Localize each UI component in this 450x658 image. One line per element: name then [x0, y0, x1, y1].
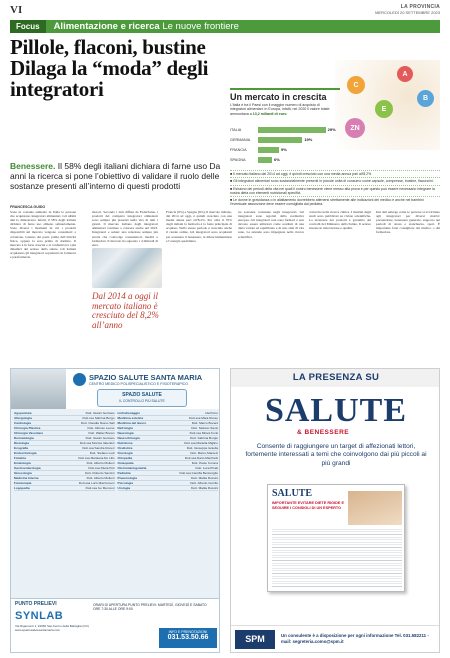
ad-banner: [97, 389, 187, 407]
specialty-doctor: Dott. Gianni Gertosio: [85, 436, 115, 440]
specialty-name: Chirurgia Plastica: [14, 426, 41, 430]
specialty-doctor: Dott. Alberto Molteni: [86, 461, 115, 465]
ad-contact[interactable]: Un consulente è a disposizione per ogni informazione Tel. 031.582211 - mail: segreteria.como@spm.it: [281, 633, 429, 644]
vitamin-pill-icon: E: [375, 100, 393, 118]
magazine-cover: [267, 484, 405, 592]
pull-quote-photo: [92, 248, 162, 288]
magazine-title: SALUTE: [272, 488, 313, 499]
specialty-doctor: Dott. Luca Pisati: [195, 466, 218, 470]
bar-value-label: 29%: [327, 127, 336, 132]
ad-brand-sub: CENTRO MEDICO POLISPECIALISTICO E FISIOTERAPICO: [89, 382, 189, 386]
specialty-name: Logopedia: [14, 486, 30, 490]
infographic-notes: [230, 170, 440, 208]
specialty-name: Ecografia: [14, 446, 29, 450]
specialty-name: Oculistica: [117, 446, 133, 450]
specialty-doctor: Dott.ssa Monica Valentini: [79, 441, 115, 445]
pills-illustration: [335, 60, 440, 150]
infographic-intro-text: L’Italia è tra il Paesi con il maggior numero di acquisto di integratori alimentari: in Europa, infatti, nel 2020 il valore totale ammontava a: [230, 103, 330, 116]
magazine-text-lines: [272, 529, 402, 589]
article-column-4: tre sostanze contenute negli integratori. Gli integratori sono regolati dalla normativa europea. Gli integratori non sono farmaci e non devono essere utilizzati come sostituti di una dieta variata ed equilibrata e di uno stile di vita sano. Le aziende sono impegnate nella ricerca scientifica.: [238, 210, 304, 239]
bar-label: FRANCIA: [230, 148, 247, 152]
specialties-table: [11, 411, 220, 491]
specialty-name: Pneumologia: [117, 476, 137, 480]
infographic-intro: [230, 103, 335, 116]
specialty-row: [14, 486, 115, 491]
specialty-doctor: Dott. Mattia Rossini: [191, 476, 218, 480]
section-bar: [10, 20, 440, 33]
specialty-name: Urologia: [117, 486, 131, 490]
specialty-doctor: Dott.ssa Camilla Bentivoglio: [179, 471, 218, 475]
ad-footer: [231, 625, 440, 652]
specialty-doctor: Dott.ssa Dario Marchetti: [184, 456, 218, 460]
specialty-doctor: Dott. Alfredo Cerrillo: [190, 481, 218, 485]
article-column-3: Francia (9%) e Spagna (6%). Il mercato italiano, dal 2014 ad oggi, è quindi cresciuto con una media annua pari all’8,2%. Per oltre il 70% degli italiani la farmacia è la fonte principale di acquisto. Nello stesso periodo è cresciuto anche il canale online. Gli integratori sono acquistati per sostenere il benessere, le difese immunitarie e l’energia quotidiana.: [166, 210, 232, 243]
infographic-note: ■ Il mercato italiano dal 2014 ad oggi, è quindi cresciuto con una media annua pari all’8,2%: [230, 170, 440, 177]
specialty-name: Ortopedia: [117, 456, 133, 460]
specialty-doctor: Dott. Stefano Lodi: [89, 451, 115, 455]
specialty-doctor: Dott. Stefano Sansi: [191, 426, 218, 430]
article-body: [10, 205, 440, 330]
specialty-name: Otorinolaringoiatria: [117, 466, 147, 470]
specialty-doctor: Dott. Sabrina Borgio: [190, 436, 218, 440]
article-subhead-text: Il 58% degli italiani dichiara di farne uso Da anni la ricerca si pone l’obiettivo di validare il ruolo delle sostanze presenti all’interno di questi prodotti: [10, 161, 221, 191]
section-subtitle: Le nuove frontiere: [162, 21, 239, 32]
specialty-doctor: Dott. Alfonso Leone: [87, 426, 115, 430]
ad-banner-title: SPAZIO SALUTE: [122, 392, 162, 398]
specialty-name: Dermatologia: [14, 436, 34, 440]
masthead-title: LA PROVINCIA: [400, 4, 440, 10]
specialty-name: Linfodrenaggio: [117, 411, 141, 415]
market-share-chart: [230, 125, 340, 165]
bar-track: [258, 157, 340, 163]
bar-label: ITALIA: [230, 128, 242, 132]
specialty-name: Neurochirurgia: [117, 436, 140, 440]
specialty-doctor: Dott. Roberto Sancini: [85, 471, 115, 475]
bar-label: GERMANIA: [230, 138, 251, 142]
specialty-name: Pediatria: [117, 471, 131, 475]
ad-salute-logo: SALUTE: [264, 392, 408, 429]
section-tag: Focus: [10, 20, 46, 33]
specialty-name: Fisioterapia: [14, 481, 32, 485]
ad-banner-sub: IL CONTROLLO PIÙ SALUTE: [119, 399, 165, 403]
bar-row: [230, 155, 340, 165]
vitamin-pill-icon: B: [417, 90, 434, 107]
bar: [258, 137, 302, 143]
booking-box[interactable]: [159, 628, 217, 648]
specialty-doctor: Dott.ssa Sabrina Borgo: [82, 416, 115, 420]
magazine-headline: IMPORTANTE EVITARE DIETE RIGIDE E SEGUIRE I CONSIGLI DI UN ESPERTO: [272, 501, 345, 510]
article-subhead: [10, 161, 222, 191]
specialty-name: Nutrizione: [117, 441, 133, 445]
bar-label: SPAGNA: [230, 158, 246, 162]
specialty-name: Agopuntura: [14, 411, 32, 415]
specialty-name: Fisiatria: [14, 456, 26, 460]
infographic-note: ■ Gli integratori alimentari sono sostanzialmente presenti in piccole unità di consumo come capsule, compresse, bustine, flaconcini.: [230, 177, 440, 184]
specialty-doctor: Dott.ssa Paola Poli: [88, 466, 115, 470]
bar-value-label: 9%: [281, 147, 287, 152]
specialty-doctor: Dott. Giuseppe Ianiella: [186, 446, 218, 450]
article-headline: Pillole, flaconi, bustine Dilaga la “moda” degli integratori: [10, 35, 209, 101]
ad-presenza-title: LA PRESENZA SU: [231, 369, 440, 387]
masthead-date: MERCOLEDÌ 20 SETTEMBRE 2023: [375, 10, 440, 15]
vitamin-pill-icon: C: [347, 76, 365, 94]
section-title: [46, 21, 239, 32]
specialty-doctor: Dott.ssa Mirani Fonti: [189, 431, 218, 435]
specialty-doctor: Dott. Claudia Nosso Sali: [80, 421, 115, 425]
ad-claim: Consente di raggiungere un target di affezionati lettori, fortemente interessati a temi che coinvolgono dai più piccoli ai più grandi: [245, 443, 427, 467]
bar-track: [258, 137, 340, 143]
pull-quote: Dal 2014 a oggi il mercato italiano è cresciuto del 8,2% all’anno: [92, 291, 159, 330]
article-column-2: motori. Secondo i dati diffusi da FederSalus, i prodotti del comparto integratori alimentari sono sempre più presenti nella vita di tutti i giorni. Il mercato italiano degli integratori alimentari continua a crescere anche nel 2023. Integratori e salute: una relazione sempre più stretta che coinvolge consumatori, medici e farmacisti. Il mercato ha superato i 4 miliardi di euro.: [92, 210, 158, 246]
specialty-name: Chirurgia Vascolare: [14, 431, 44, 435]
specialty-doctor: Dott. Marco Mantezi: [190, 451, 218, 455]
infographic-title: Un mercato in crescita: [230, 88, 340, 102]
bar-row: [230, 135, 340, 145]
specialty-name: Medicina Interna: [14, 476, 39, 480]
specialty-doctor: Dott.ssa Ivo Menconi: [85, 486, 115, 490]
specialty-name: Psicologia: [117, 481, 133, 485]
specialty-name: Endocrinologia: [14, 451, 37, 455]
ad-header: [11, 369, 219, 409]
infographic-intro-value: 13,2 miliardi di euro: [252, 111, 287, 116]
synlab-logo: SYNLAB: [15, 610, 64, 622]
specialty-doctor: Dott.ssa Mara Rosso: [189, 416, 218, 420]
spm-logo: SPM: [235, 630, 275, 649]
bar: [258, 157, 272, 163]
article-column-5: coinvolte nella ricerca clinica. I risultati degli studi sono pubblicati su riviste scientifiche. La sicurezza dei prodotti è garantita dai controlli del Ministero della Salute. Il settore investe in innovazione e qualità.: [309, 210, 371, 231]
doctor-photo: [11, 369, 66, 409]
bar: [258, 147, 279, 153]
specialty-name: Medicina estetica: [117, 416, 144, 420]
prelievi-title: PUNTO PRELIEVI: [15, 601, 57, 607]
specialty-doctor: Dott. Alberto Molteni: [86, 476, 115, 480]
specialty-doctor: Dott.ssa Mariella Miglino: [184, 441, 218, 445]
ad-salute-benessere[interactable]: [230, 368, 440, 653]
bar-row: [230, 145, 340, 155]
specialty-doctor: Dott.ssa Sandra Roneri: [82, 446, 115, 450]
specialties-column-left: [14, 411, 115, 491]
specialty-name: Dietologia: [14, 441, 29, 445]
clinic-address: Via Rigamonti 1, 22060 San Fermo della Battaglia (CO) www.spaziosalutesantamaria.com: [15, 624, 89, 632]
specialty-doctor: Dott.ssa Mariaosa De Lillo: [78, 456, 115, 460]
specialty-name: Gastroenterologia: [14, 466, 41, 470]
ad-benessere-label: & BENESSERE: [297, 429, 350, 436]
specialty-doctor: Dott. Marco Bocani: [191, 421, 218, 425]
specialty-name: Nefrologia: [117, 426, 133, 430]
specialty-name: Allergologia: [14, 416, 32, 420]
specialty-name: Medicina del lavoro: [117, 421, 147, 425]
bar-value-label: 19%: [304, 137, 313, 142]
specialty-row: [118, 486, 219, 491]
specialty-name: Neurologia: [117, 431, 134, 435]
clinic-logo-icon: [73, 373, 86, 386]
article-column-6: Dai dati emerge come le persone si avvicinino agli integratori per diversi motivi: prevenzione, benessere generale, supporto nei periodi di stress e stanchezza, sport. È importante farsi consigliare dal medico o dal farmacista.: [376, 210, 440, 235]
section-title-main: Alimentazione e ricerca: [53, 21, 160, 32]
page-number: VI: [10, 4, 23, 16]
vitamin-pill-icon: A: [397, 66, 413, 82]
specialty-name: Oncologia: [117, 451, 133, 455]
specialty-name: Ginecologia: [14, 471, 32, 475]
vitamin-pill-icon: ZN: [345, 118, 365, 138]
masthead: [375, 4, 440, 15]
booking-label: INFO E PRENOTAZIONI: [168, 630, 208, 634]
booking-phone[interactable]: 031.53.50.66: [167, 634, 209, 641]
specialties-column-right: [118, 411, 219, 491]
infographic-note: ■ Le donne in gravidanza o in allattamento dovrebbero attenersi strettamente alle indicazioni del medico e anche nei bambini l’eventuale assunzione deve essere consigliata dal pediatra.: [230, 196, 440, 208]
magazine-photo: [348, 491, 402, 525]
ad-footer: [11, 598, 220, 652]
ad-brand: SPAZIO SALUTE SANTA MARIA: [89, 373, 203, 382]
specialty-doctor: Dott. Mattia Rossini: [191, 486, 218, 490]
specialty-doctor: Dott. Paolo Corona: [191, 461, 218, 465]
bar-value-label: 6%: [274, 157, 280, 162]
article-column-1: Sono in costante aumento in Italia le persone che acquistano integratori alimentari. Gli ultimi dati lo dimostrano: infatti, il 58% degli italiani dichiara di farne uso almeno saltuariamente. Sono diversi i momenti in cui i prodotti disponibili sul mercato vengono consumati: a colazione, lontano dai pasti, prima dell’attività fisica, oppure la sera prima di dormire. Il mercato è in forte crescita e si conferma tra i più dinamici del settore della salute. Gli italiani acquistano gli integratori soprattutto in farmacia e parafarmacia.: [10, 210, 76, 260]
bar-row: [230, 125, 340, 135]
article-byline: FRANCESCA GUIDO: [10, 205, 46, 209]
ad-spazio-salute[interactable]: [10, 368, 220, 653]
article-kicker: Benessere.: [10, 161, 56, 171]
page-header: [10, 4, 440, 18]
bar-track: [258, 127, 340, 133]
specialty-doctor: Dott. Walter Bonan: [88, 431, 115, 435]
specialty-name: Ematologia: [14, 461, 31, 465]
bar: [258, 127, 326, 133]
specialty-doctor: Ida Porro: [205, 411, 218, 415]
specialty-doctor: Dott. Gianni Gertosio: [85, 411, 115, 415]
infographic-note: ■ Esistono dei periodi della vita nei quali il nostro benessere viene messo alla prova e per questo può essere necessario integrare la nostra dieta con elementi nutrizionali specifici.: [230, 185, 440, 197]
bar-track: [258, 147, 340, 153]
specialty-doctor: Dott.ssa Loris Mazzemeni: [78, 481, 115, 485]
specialty-name: Osteopatia: [117, 461, 134, 465]
opening-hours: ORARI DI APERTURA PUNTO PRELIEVI: MARTEDÌ, GIOVEDÌ E SABATO ORE 7:30 ALLE ORE 9:00: [93, 603, 207, 612]
specialty-name: Cardiologia: [14, 421, 32, 425]
